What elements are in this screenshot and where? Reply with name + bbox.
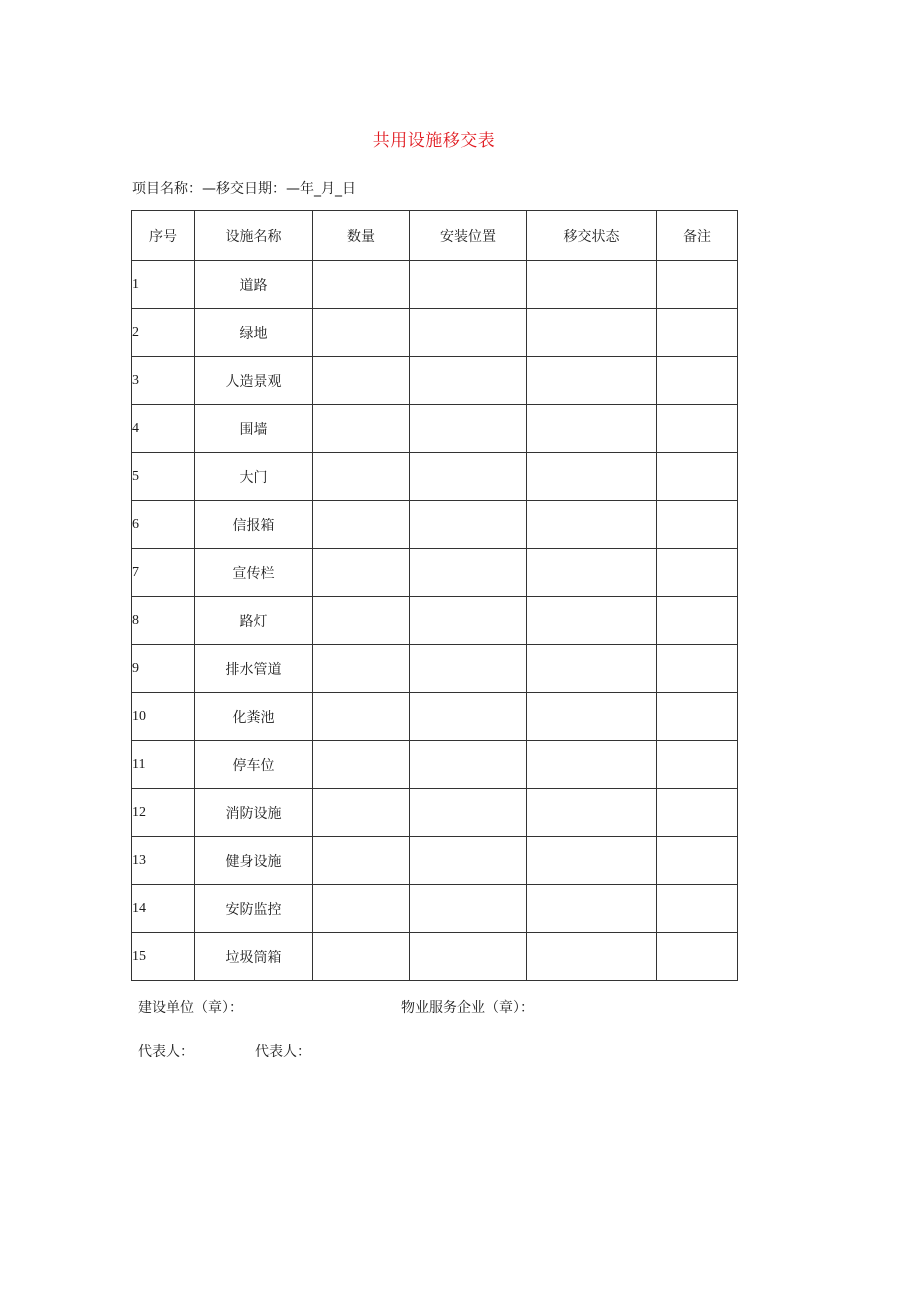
install-location-cell xyxy=(410,261,527,309)
table-row xyxy=(132,789,738,837)
header-install-location: 安装位置 xyxy=(410,211,527,261)
remarks-cell xyxy=(657,933,738,981)
remarks-cell xyxy=(657,261,738,309)
quantity-cell xyxy=(313,453,410,501)
facility-name-cell: 人造景观 xyxy=(195,357,313,405)
install-location-cell xyxy=(410,885,527,933)
transfer-status-cell xyxy=(527,693,657,741)
install-location-cell xyxy=(410,789,527,837)
document-title: 共用设施移交表 xyxy=(372,131,496,151)
table-row xyxy=(132,357,738,405)
transfer-status-cell xyxy=(527,597,657,645)
quantity-cell xyxy=(313,357,410,405)
transfer-status-cell xyxy=(527,405,657,453)
serial-no-cell: 15 xyxy=(132,933,195,981)
facility-transfer-table xyxy=(131,210,738,981)
table-row xyxy=(132,741,738,789)
remarks-cell xyxy=(657,693,738,741)
facility-name-cell: 路灯 xyxy=(195,597,313,645)
serial-no-cell: 12 xyxy=(132,789,195,837)
table-row xyxy=(132,309,738,357)
header-quantity: 数量 xyxy=(313,211,410,261)
table-row xyxy=(132,645,738,693)
quantity-cell xyxy=(313,741,410,789)
serial-no-cell: 14 xyxy=(132,885,195,933)
transfer-status-cell xyxy=(527,357,657,405)
table-row xyxy=(132,453,738,501)
serial-no-cell: 2 xyxy=(132,309,195,357)
facility-name-cell: 消防设施 xyxy=(195,789,313,837)
facility-name-cell: 垃圾筒箱 xyxy=(195,933,313,981)
facility-name-cell: 信报箱 xyxy=(195,501,313,549)
table-row xyxy=(132,405,738,453)
serial-no-cell: 5 xyxy=(132,453,195,501)
table-row xyxy=(132,261,738,309)
install-location-cell xyxy=(410,405,527,453)
quantity-cell xyxy=(313,933,410,981)
table-row xyxy=(132,885,738,933)
remarks-cell xyxy=(657,597,738,645)
transfer-status-cell xyxy=(527,645,657,693)
install-location-cell xyxy=(410,309,527,357)
table-row xyxy=(132,501,738,549)
install-location-cell xyxy=(410,453,527,501)
remarks-cell xyxy=(657,405,738,453)
facility-name-cell: 健身设施 xyxy=(195,837,313,885)
serial-no-cell: 3 xyxy=(132,357,195,405)
remarks-cell xyxy=(657,309,738,357)
facility-name-cell: 排水管道 xyxy=(195,645,313,693)
project-info-line: 项目名称：—移交日期：—年_月_日 xyxy=(132,181,356,197)
transfer-status-cell xyxy=(527,261,657,309)
facility-name-cell: 道路 xyxy=(195,261,313,309)
quantity-cell xyxy=(313,837,410,885)
quantity-cell xyxy=(313,597,410,645)
remarks-cell xyxy=(657,549,738,597)
serial-no-cell: 8 xyxy=(132,597,195,645)
serial-no-cell: 7 xyxy=(132,549,195,597)
quantity-cell xyxy=(313,789,410,837)
transfer-status-cell xyxy=(527,501,657,549)
transfer-status-cell xyxy=(527,933,657,981)
transfer-status-cell xyxy=(527,453,657,501)
install-location-cell xyxy=(410,741,527,789)
facility-name-cell: 绿地 xyxy=(195,309,313,357)
serial-no-cell: 1 xyxy=(132,261,195,309)
facility-name-cell: 宣传栏 xyxy=(195,549,313,597)
quantity-cell xyxy=(313,549,410,597)
table-row xyxy=(132,693,738,741)
property-company-seal-label: 物业服务企业（章）： xyxy=(401,1000,534,1016)
remarks-cell xyxy=(657,501,738,549)
remarks-cell xyxy=(657,885,738,933)
builder-representative-label: 代表人： xyxy=(138,1044,194,1060)
remarks-cell xyxy=(657,789,738,837)
facility-name-cell: 停车位 xyxy=(195,741,313,789)
quantity-cell xyxy=(313,645,410,693)
transfer-status-cell xyxy=(527,837,657,885)
quantity-cell xyxy=(313,501,410,549)
facility-name-cell: 大门 xyxy=(195,453,313,501)
facility-name-cell: 围墙 xyxy=(195,405,313,453)
table-row xyxy=(132,549,738,597)
install-location-cell xyxy=(410,645,527,693)
remarks-cell xyxy=(657,357,738,405)
install-location-cell xyxy=(410,549,527,597)
install-location-cell xyxy=(410,501,527,549)
quantity-cell xyxy=(313,309,410,357)
header-transfer-status: 移交状态 xyxy=(527,211,657,261)
serial-no-cell: 6 xyxy=(132,501,195,549)
remarks-cell xyxy=(657,453,738,501)
remarks-cell xyxy=(657,645,738,693)
quantity-cell xyxy=(313,693,410,741)
quantity-cell xyxy=(313,405,410,453)
install-location-cell xyxy=(410,693,527,741)
table-row xyxy=(132,933,738,981)
remarks-cell xyxy=(657,741,738,789)
facility-name-cell: 安防监控 xyxy=(195,885,313,933)
transfer-status-cell xyxy=(527,885,657,933)
header-facility-name: 设施名称 xyxy=(195,211,313,261)
remarks-cell xyxy=(657,837,738,885)
facility-name-cell: 化粪池 xyxy=(195,693,313,741)
transfer-status-cell xyxy=(527,309,657,357)
install-location-cell xyxy=(410,933,527,981)
serial-no-cell: 11 xyxy=(132,741,195,789)
serial-no-cell: 13 xyxy=(132,837,195,885)
table-header-row xyxy=(132,211,738,261)
builder-seal-label: 建设单位（章）： xyxy=(138,1000,243,1016)
table-row xyxy=(132,837,738,885)
table-row xyxy=(132,597,738,645)
quantity-cell xyxy=(313,885,410,933)
header-serial-no: 序号 xyxy=(132,211,195,261)
install-location-cell xyxy=(410,597,527,645)
serial-no-cell: 4 xyxy=(132,405,195,453)
property-representative-label: 代表人： xyxy=(255,1044,311,1060)
quantity-cell xyxy=(313,261,410,309)
transfer-status-cell xyxy=(527,789,657,837)
transfer-status-cell xyxy=(527,741,657,789)
install-location-cell xyxy=(410,357,527,405)
install-location-cell xyxy=(410,837,527,885)
serial-no-cell: 9 xyxy=(132,645,195,693)
serial-no-cell: 10 xyxy=(132,693,195,741)
transfer-status-cell xyxy=(527,549,657,597)
header-remarks: 备注 xyxy=(657,211,738,261)
